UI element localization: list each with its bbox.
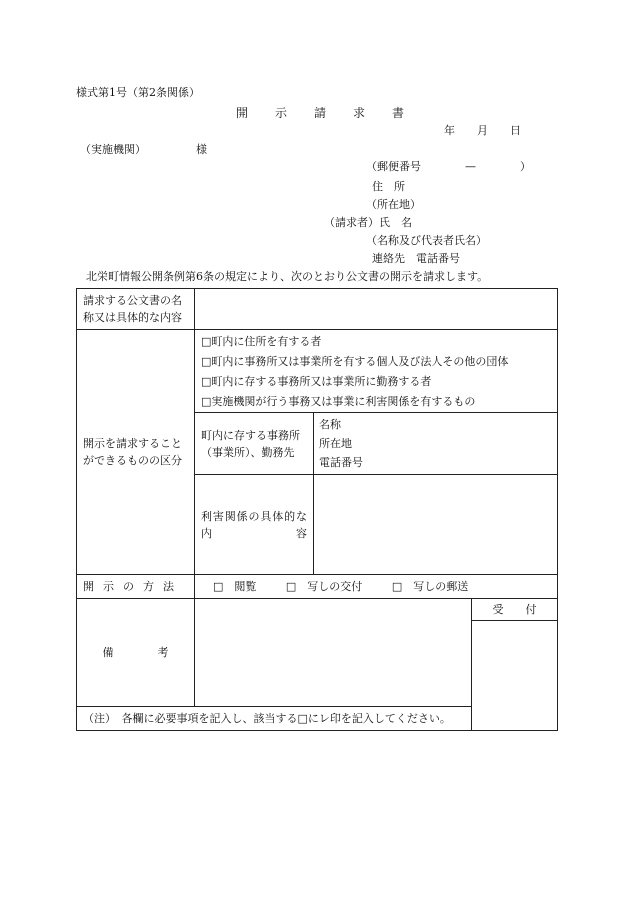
eligibility-label: 開示を請求することができるものの区分 xyxy=(83,437,182,467)
document-input[interactable] xyxy=(195,289,558,330)
eligibility-option-office-holder[interactable]: □町内に事務所又は事業所を有する個人及び法人その他の団体 xyxy=(201,355,509,368)
interest-label: 利害関係の具体的な内容 xyxy=(201,509,307,540)
intro-statement: 北栄町情報公開条例第6条の規定により、次のとおり公文書の開示を請求します。 xyxy=(86,270,489,283)
eligibility-option-employee[interactable]: □町内に存する事務所又は事業所に勤務する者 xyxy=(201,375,432,388)
postal-code-field[interactable]: （郵便番号 — ） xyxy=(366,160,531,173)
addressee-honorific: 様 xyxy=(196,143,207,156)
eligibility-label-cell xyxy=(77,330,195,575)
workplace-address-field[interactable]: 所在地 xyxy=(319,437,352,450)
request-form-table xyxy=(76,288,558,731)
eligibility-options xyxy=(195,330,558,413)
remarks-input[interactable] xyxy=(195,599,472,707)
method-options xyxy=(195,575,558,599)
workplace-phone-field[interactable]: 電話番号 xyxy=(319,456,363,469)
location-label: （所在地） xyxy=(366,198,421,211)
workplace-label: 町内に存する事務所（事業所）、勤務先 xyxy=(201,428,300,459)
addressee-label: （実施機関） xyxy=(80,143,146,156)
interest-label-cell xyxy=(195,475,314,575)
document-label: 請求する公文書の名称又は具体的な内容 xyxy=(83,294,182,324)
eligibility-option-interested-party[interactable]: □実施機関が行う事務又は事業に利害関係を有するもの xyxy=(201,395,476,408)
workplace-label-cell xyxy=(195,413,314,475)
name-note: （名称及び代表者氏名） xyxy=(366,234,487,247)
document-label-cell xyxy=(77,289,195,330)
form-number: 様式第1号（第2条関係） xyxy=(76,86,200,99)
document-title: 開 示 請 求 書 xyxy=(236,106,406,120)
remarks-label-cell xyxy=(77,599,195,707)
date-line[interactable]: 年 月 日 xyxy=(444,124,521,137)
method-option-mail[interactable]: □ 写しの郵送 xyxy=(391,580,469,593)
receipt-stamp-area xyxy=(472,621,558,731)
method-label: 開示の方法 xyxy=(83,580,183,593)
receipt-label-cell xyxy=(472,599,558,621)
workplace-fields xyxy=(314,413,558,475)
method-option-copy[interactable]: □ 写しの交付 xyxy=(285,580,363,593)
method-option-view[interactable]: □ 閲覧 xyxy=(213,580,257,593)
footnote-cell xyxy=(77,707,472,731)
interest-input[interactable] xyxy=(314,475,558,575)
eligibility-option-resident[interactable]: □町内に住所を有する者 xyxy=(201,335,322,348)
footnote: （注） 各欄に必要事項を記入し、該当する□にレ印を記入してください。 xyxy=(83,712,451,725)
address-label[interactable]: 住 所 xyxy=(372,180,405,193)
method-label-cell xyxy=(77,575,195,599)
receipt-label: 受 付 xyxy=(492,603,537,616)
workplace-name-field[interactable]: 名称 xyxy=(319,418,341,431)
remarks-label: 備 考 xyxy=(102,646,169,659)
contact-phone-label[interactable]: 連絡先 電話番号 xyxy=(372,252,460,265)
requester-name-label[interactable]: （請求者）氏 名 xyxy=(324,216,412,229)
